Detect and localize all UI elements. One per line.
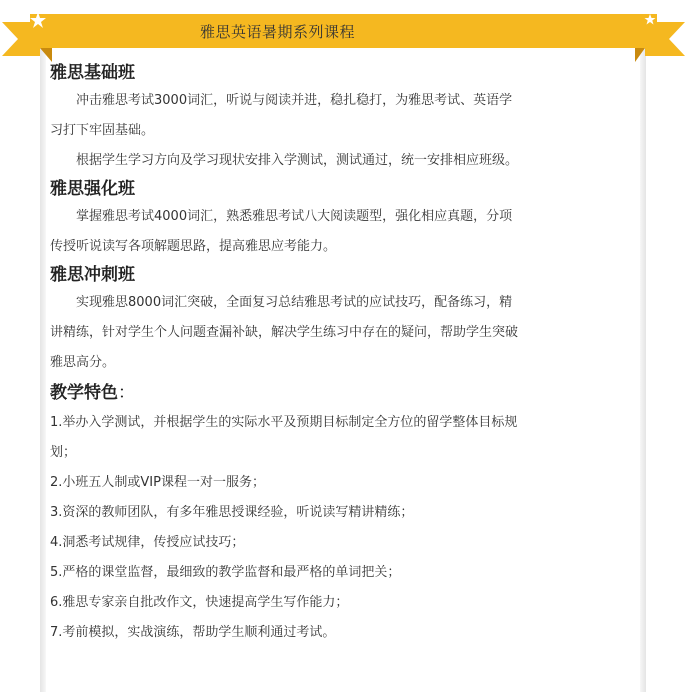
section-title: 雅思基础班 bbox=[50, 63, 135, 83]
section-title: 雅思冲刺班 bbox=[50, 265, 135, 285]
feature-item: 4.洞悉考试规律，传授应试技巧； bbox=[50, 535, 245, 550]
banner-title: 雅思英语暑期系列课程 bbox=[200, 23, 356, 41]
page-shadow-left bbox=[40, 40, 46, 692]
section-paragraph: 冲击雅思考试3000词汇，听说与阅读并进，稳扎稳打，为雅思考试、英语学习打下牢固基础。 bbox=[50, 93, 513, 138]
features-section bbox=[50, 380, 520, 648]
section-basic bbox=[50, 60, 520, 176]
feature-item: 5.严格的课堂监督，最细致的教学监督和最严格的单词把关； bbox=[50, 565, 401, 580]
feature-item: 7.考前模拟，实战演练，帮助学生顺利通过考试。 bbox=[50, 625, 336, 640]
course-content bbox=[50, 60, 520, 648]
title-ribbon bbox=[0, 0, 687, 62]
features-heading-text: 教学特色 bbox=[50, 383, 118, 403]
feature-item: 2.小班五人制或VIP课程一对一服务； bbox=[50, 475, 265, 490]
features-heading bbox=[50, 380, 520, 406]
section-paragraph: 根据学生学习方向及学习现状安排入学测试，测试通过，统一安排相应班级。 bbox=[76, 153, 519, 168]
section-paragraph: 实现雅思8000词汇突破，全面复习总结雅思考试的应试技巧，配备练习，精讲精练，针对学生个人问题查漏补缺，解决学生练习中存在的疑问，帮助学生突破雅思高分。 bbox=[50, 295, 519, 370]
page-shadow-right bbox=[640, 40, 646, 692]
feature-item: 3.资深的教师团队，有多年雅思授课经验，听说读写精讲精练； bbox=[50, 505, 414, 520]
features-heading-colon: ： bbox=[118, 383, 135, 403]
section-paragraph: 掌握雅思考试4000词汇，熟悉雅思考试八大阅读题型，强化相应真题，分项传授听说读写各项解题思路，提高雅思应考能力。 bbox=[50, 209, 513, 254]
section-title: 雅思强化班 bbox=[50, 179, 135, 199]
section-sprint bbox=[50, 262, 520, 378]
feature-item: 6.雅思专家亲自批改作文，快速提高学生写作能力； bbox=[50, 595, 349, 610]
ribbon-right-fold bbox=[635, 48, 645, 62]
feature-item: 1.举办入学测试，并根据学生的实际水平及预期目标制定全方位的留学整体目标规划； bbox=[50, 415, 518, 460]
section-intensive bbox=[50, 176, 520, 262]
